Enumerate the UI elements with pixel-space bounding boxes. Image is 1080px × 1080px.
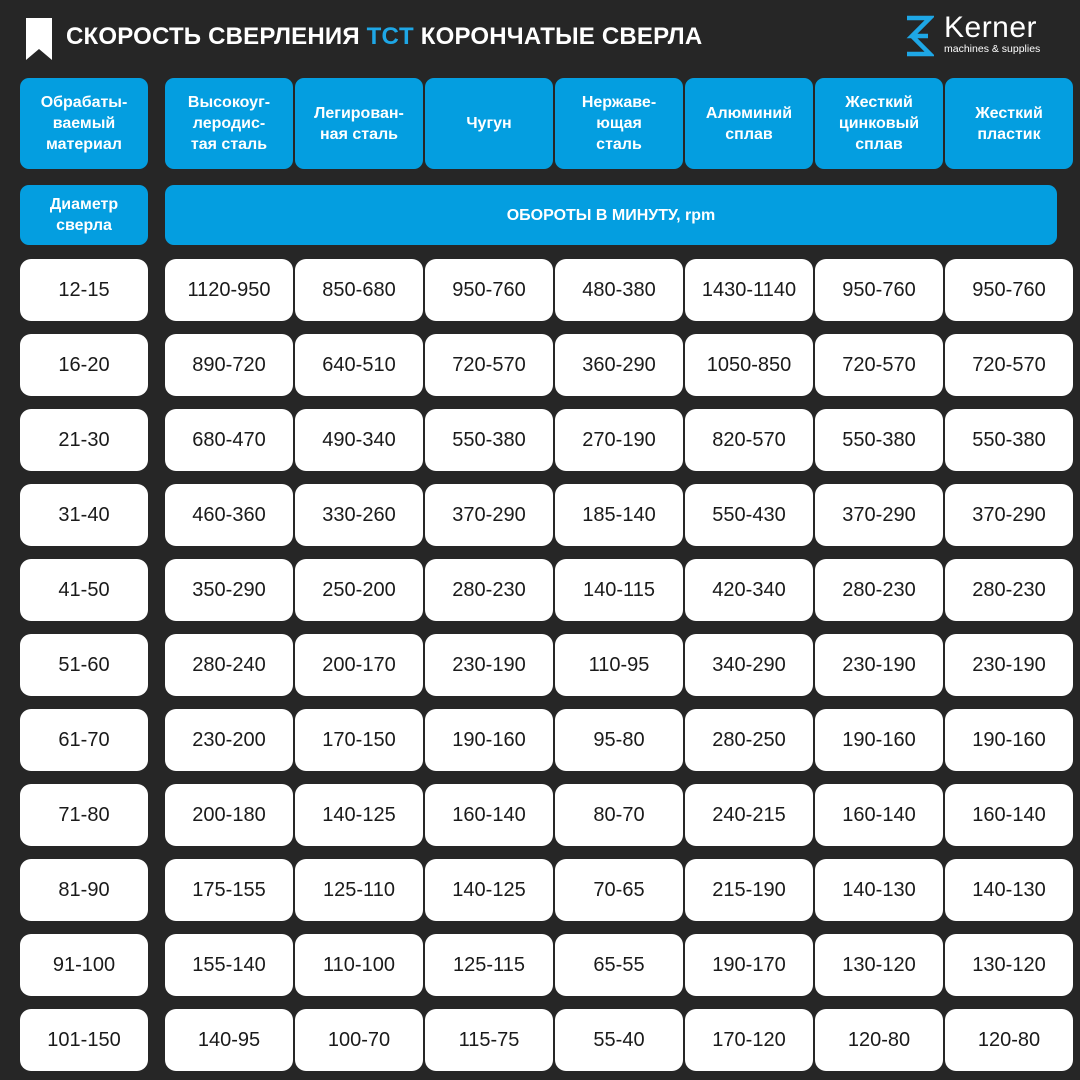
diameter-header-label: Диаметр сверла: [49, 196, 119, 234]
diameter-cell: 12-15: [20, 259, 148, 321]
rpm-cell: 140-95: [165, 1009, 293, 1071]
rpm-cell: 120-80: [815, 1009, 943, 1071]
diameter-header: [20, 185, 148, 245]
rpm-cell: 460-360: [165, 484, 293, 546]
rpm-cell: 155-140: [165, 934, 293, 996]
material-header: [20, 78, 148, 169]
rpm-cell: 190-170: [685, 934, 813, 996]
rpm-cell: 170-150: [295, 709, 423, 771]
rpm-cell: 80-70: [555, 784, 683, 846]
rpm-cell: 280-240: [165, 634, 293, 696]
rpm-cell: 120-80: [945, 1009, 1073, 1071]
material-col-header-label: Легирован- ная сталь: [314, 104, 404, 143]
rpm-cell: 890-720: [165, 334, 293, 396]
rpm-cell: 370-290: [425, 484, 553, 546]
rpm-cell: 110-100: [295, 934, 423, 996]
rpm-cell: 820-570: [685, 409, 813, 471]
rpm-cell: 1050-850: [685, 334, 813, 396]
rpm-cell: 55-40: [555, 1009, 683, 1071]
material-col-header-label: Высокоуг- леродис- тая сталь: [187, 94, 271, 153]
rpm-cell: 340-290: [685, 634, 813, 696]
rpm-cell: 130-120: [815, 934, 943, 996]
rpm-cell: 360-290: [555, 334, 683, 396]
brand-logo: [904, 13, 1064, 59]
material-col-header: [555, 78, 683, 169]
diameter-cell: 51-60: [20, 634, 148, 696]
rpm-cell: 720-570: [945, 334, 1073, 396]
material-col-header-label: Чугун: [466, 115, 512, 132]
rpm-cell: 550-380: [425, 409, 553, 471]
material-col-header-label: Алюминий сплав: [705, 104, 793, 143]
rpm-cell: 1120-950: [165, 259, 293, 321]
rpm-cell: 270-190: [555, 409, 683, 471]
page-title: [66, 23, 702, 51]
rpm-cell: 280-250: [685, 709, 813, 771]
title-part1: СКОРОСТЬ СВЕРЛЕНИЯ: [66, 23, 360, 50]
rpm-cell: 100-70: [295, 1009, 423, 1071]
rpm-cell: 230-190: [425, 634, 553, 696]
rpm-cell: 200-180: [165, 784, 293, 846]
material-col-header-label: Жесткий цинковый сплав: [838, 94, 920, 153]
rpm-cell: 170-120: [685, 1009, 813, 1071]
material-col-header: [295, 78, 423, 169]
rpm-cell: 95-80: [555, 709, 683, 771]
rpm-cell: 115-75: [425, 1009, 553, 1071]
material-col-header: [165, 78, 293, 169]
rpm-cell: 230-190: [815, 634, 943, 696]
rpm-cell: 420-340: [685, 559, 813, 621]
rpm-cell: 110-95: [555, 634, 683, 696]
rpm-cell: 370-290: [945, 484, 1073, 546]
rpm-cell: 160-140: [425, 784, 553, 846]
diameter-cell: 31-40: [20, 484, 148, 546]
material-header-label: Обрабаты- ваемый материал: [40, 94, 128, 153]
rpm-cell: 140-130: [815, 859, 943, 921]
rpm-cell: 230-190: [945, 634, 1073, 696]
rpm-cell: 280-230: [425, 559, 553, 621]
material-col-header: [685, 78, 813, 169]
diameter-cell: 21-30: [20, 409, 148, 471]
rpm-cell: 490-340: [295, 409, 423, 471]
rpm-cell: 480-380: [555, 259, 683, 321]
rpm-cell: 140-125: [425, 859, 553, 921]
rpm-header-label: ОБОРОТЫ В МИНУТУ, rpm: [506, 206, 716, 224]
rpm-cell: 140-125: [295, 784, 423, 846]
rpm-cell: 330-260: [295, 484, 423, 546]
rpm-cell: 140-115: [555, 559, 683, 621]
rpm-cell: 175-155: [165, 859, 293, 921]
rpm-cell: 215-190: [685, 859, 813, 921]
logo-tagline: machines & supplies: [944, 43, 1041, 55]
diameter-cell: 61-70: [20, 709, 148, 771]
rpm-cell: 280-230: [815, 559, 943, 621]
rpm-cell: 130-120: [945, 934, 1073, 996]
rpm-cell: 950-760: [425, 259, 553, 321]
rpm-cell: 65-55: [555, 934, 683, 996]
diameter-cell: 16-20: [20, 334, 148, 396]
rpm-cell: 280-230: [945, 559, 1073, 621]
material-col-header-label: Жесткий пластик: [975, 104, 1043, 143]
rpm-cell: 350-290: [165, 559, 293, 621]
rpm-cell: 190-160: [815, 709, 943, 771]
rpm-cell: 550-430: [685, 484, 813, 546]
material-col-header-label: Нержаве- ющая сталь: [581, 94, 657, 153]
bookmark-icon: [26, 18, 52, 60]
rpm-cell: 680-470: [165, 409, 293, 471]
diameter-cell: 81-90: [20, 859, 148, 921]
rpm-cell: 370-290: [815, 484, 943, 546]
rpm-cell: 200-170: [295, 634, 423, 696]
kerner-logo-icon: [904, 15, 934, 57]
rpm-cell: 160-140: [815, 784, 943, 846]
rpm-cell: 640-510: [295, 334, 423, 396]
rpm-cell: 185-140: [555, 484, 683, 546]
rpm-cell: 190-160: [945, 709, 1073, 771]
diameter-cell: 41-50: [20, 559, 148, 621]
rpm-cell: 950-760: [945, 259, 1073, 321]
rpm-cell: 190-160: [425, 709, 553, 771]
rpm-cell: 140-130: [945, 859, 1073, 921]
rpm-cell: 70-65: [555, 859, 683, 921]
rpm-cell: 550-380: [945, 409, 1073, 471]
rpm-cell: 160-140: [945, 784, 1073, 846]
rpm-cell: 720-570: [425, 334, 553, 396]
rpm-cell: 950-760: [815, 259, 943, 321]
rpm-header: [165, 185, 1057, 245]
rpm-cell: 720-570: [815, 334, 943, 396]
logo-name: Kerner: [944, 11, 1038, 44]
title-part2: КОРОНЧАТЫЕ СВЕРЛА: [420, 23, 703, 50]
rpm-cell: 240-215: [685, 784, 813, 846]
rpm-cell: 250-200: [295, 559, 423, 621]
diameter-cell: 101-150: [20, 1009, 148, 1071]
title-accent: TCT: [366, 23, 414, 50]
diameter-cell: 91-100: [20, 934, 148, 996]
material-col-header: [425, 78, 553, 169]
material-col-header: [815, 78, 943, 169]
rpm-cell: 230-200: [165, 709, 293, 771]
material-col-header: [945, 78, 1073, 169]
rpm-cell: 125-115: [425, 934, 553, 996]
rpm-cell: 1430-1140: [685, 259, 813, 321]
diameter-cell: 71-80: [20, 784, 148, 846]
rpm-cell: 550-380: [815, 409, 943, 471]
rpm-cell: 125-110: [295, 859, 423, 921]
rpm-cell: 850-680: [295, 259, 423, 321]
